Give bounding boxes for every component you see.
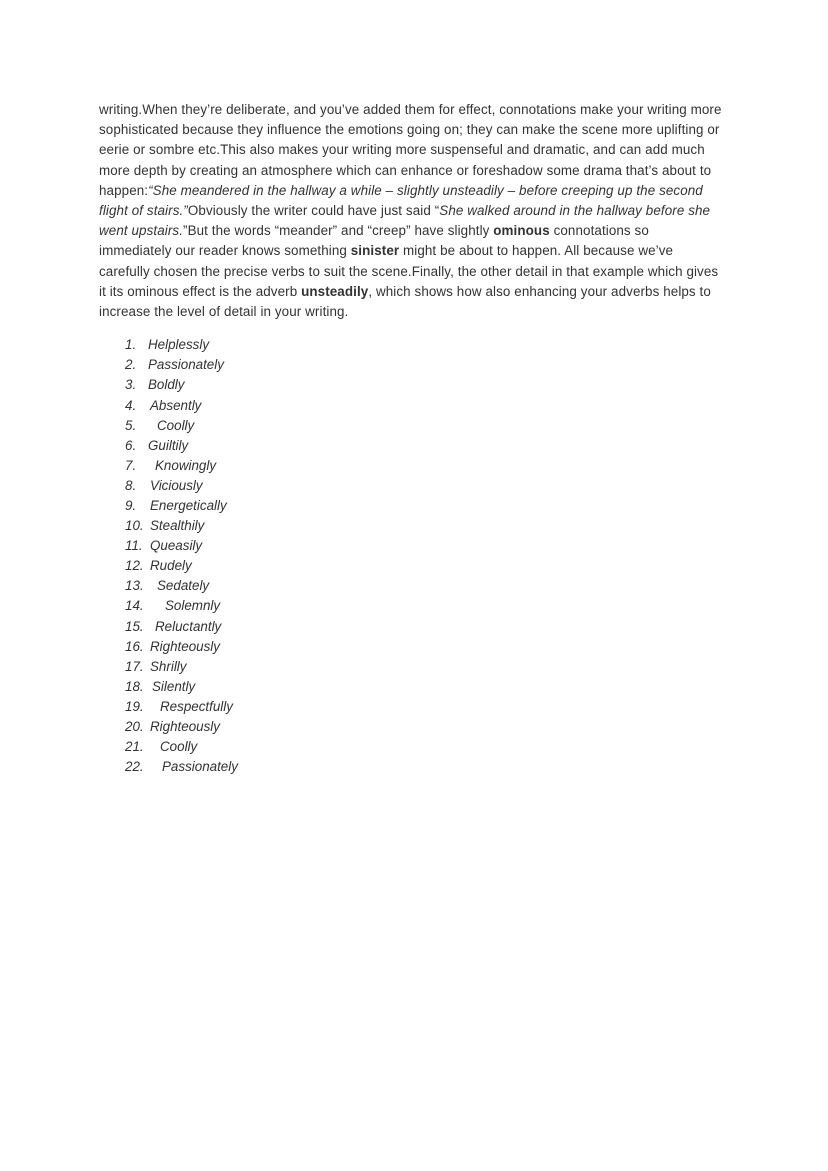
list-item-number: 14. — [125, 598, 144, 614]
list-item-label: Respectfully — [160, 698, 233, 714]
list-item-number: 13. — [125, 578, 144, 594]
list-item — [125, 396, 723, 416]
list-item — [125, 536, 723, 556]
list-item-label: Helplessly — [148, 337, 210, 353]
paragraph-segment: sinister — [350, 243, 400, 259]
list-item-number: 8. — [125, 477, 137, 493]
list-item — [125, 496, 723, 516]
list-item-label: Rudely — [150, 558, 192, 574]
list-item-label: Absently — [150, 397, 202, 413]
list-item — [125, 637, 723, 657]
paragraph-segment: She walked around in the hallway before she went upstairs. — [99, 203, 711, 239]
list-item-number: 17. — [125, 658, 144, 674]
list-item-label: Passionately — [162, 759, 238, 775]
list-item — [125, 476, 723, 496]
list-item — [125, 717, 723, 737]
list-item-label: Knowingly — [155, 457, 217, 473]
list-item-label: Viciously — [150, 477, 203, 493]
list-item-label: Sedately — [157, 578, 210, 594]
list-item-number: 12. — [125, 558, 144, 574]
list-item — [125, 677, 723, 697]
list-item-label: Shrilly — [150, 658, 187, 674]
list-item — [125, 355, 723, 375]
list-item-label: Righteously — [150, 638, 220, 654]
list-item — [125, 757, 723, 777]
list-item — [125, 516, 723, 536]
list-item-number: 2. — [125, 357, 137, 373]
list-item-number: 5. — [125, 417, 137, 433]
list-item-label: Righteously — [150, 719, 220, 735]
list-item-number: 15. — [125, 618, 144, 634]
list-item — [125, 697, 723, 717]
list-item-label: Energetically — [150, 497, 227, 513]
paragraph-segment: ”But the words “meander” and “creep” have slightly — [183, 223, 494, 239]
list-item-number: 4. — [125, 397, 137, 413]
adverb-list — [125, 335, 723, 777]
page-content — [99, 100, 723, 777]
paragraph-segment: , which shows how also enhancing your adverbs helps to increase the level of detail in your writing. — [99, 283, 711, 320]
list-item-number: 16. — [125, 638, 144, 654]
list-item — [125, 657, 723, 677]
list-item-number: 11. — [125, 538, 143, 554]
paragraph-segment: ominous — [493, 223, 550, 239]
list-item-number: 9. — [125, 497, 137, 513]
paragraph-segment: Obviously the writer could have just said “ — [187, 203, 440, 219]
list-item-number: 21. — [125, 739, 144, 755]
list-item — [125, 416, 723, 436]
list-item — [125, 456, 723, 476]
list-item — [125, 596, 723, 616]
list-item-number: 20. — [125, 719, 144, 735]
list-item-number: 1. — [125, 337, 137, 353]
list-item — [125, 335, 723, 355]
paragraph-segment: might be about to happen. All because we’ve carefully chosen the precise verbs to suit the scene.Finally, the other detail in that example which gives it its ominous effect is the adverb — [99, 243, 719, 299]
intro-paragraph — [99, 100, 723, 322]
paragraph-segment: “She meandered in the hallway a while – slightly unsteadily – before creeping up the second flight of stairs.” — [99, 182, 703, 219]
paragraph-segment: writing.When they’re deliberate, and you’ve added them for effect, connotations make your writing more sophisticated because they influence the emotions going on; they can make the scene more uplifting or eerie or sombre etc.This also makes your writing more suspenseful and dramatic, and can add much more depth by creating an atmosphere which can enhance or foreshadow some drama that’s about to happen: — [99, 102, 722, 198]
list-item-label: Coolly — [160, 739, 198, 755]
list-item-label: Silently — [152, 678, 196, 694]
list-item-number: 19. — [125, 698, 144, 714]
paragraph-segment: connotations so immediately our reader knows something — [99, 223, 649, 259]
list-item-number: 6. — [125, 437, 137, 453]
list-item-number: 10. — [125, 518, 144, 534]
list-item-number: 7. — [125, 457, 137, 473]
list-item-label: Queasily — [150, 538, 203, 554]
list-item-label: Boldly — [148, 377, 185, 393]
list-item-label: Guiltily — [148, 437, 189, 453]
list-item — [125, 436, 723, 456]
list-item-number: 22. — [125, 759, 144, 775]
list-item-number: 3. — [125, 377, 137, 393]
list-item-label: Stealthily — [150, 518, 205, 534]
list-item-label: Passionately — [148, 357, 224, 373]
list-item — [125, 375, 723, 395]
list-item — [125, 617, 723, 637]
paragraph-segment: unsteadily — [301, 283, 369, 299]
list-item — [125, 737, 723, 757]
list-item-label: Solemnly — [165, 598, 221, 614]
list-item-number: 18. — [125, 678, 144, 694]
list-item-label: Coolly — [157, 417, 195, 433]
list-item-label: Reluctantly — [155, 618, 222, 634]
list-item — [125, 576, 723, 596]
list-item — [125, 556, 723, 576]
